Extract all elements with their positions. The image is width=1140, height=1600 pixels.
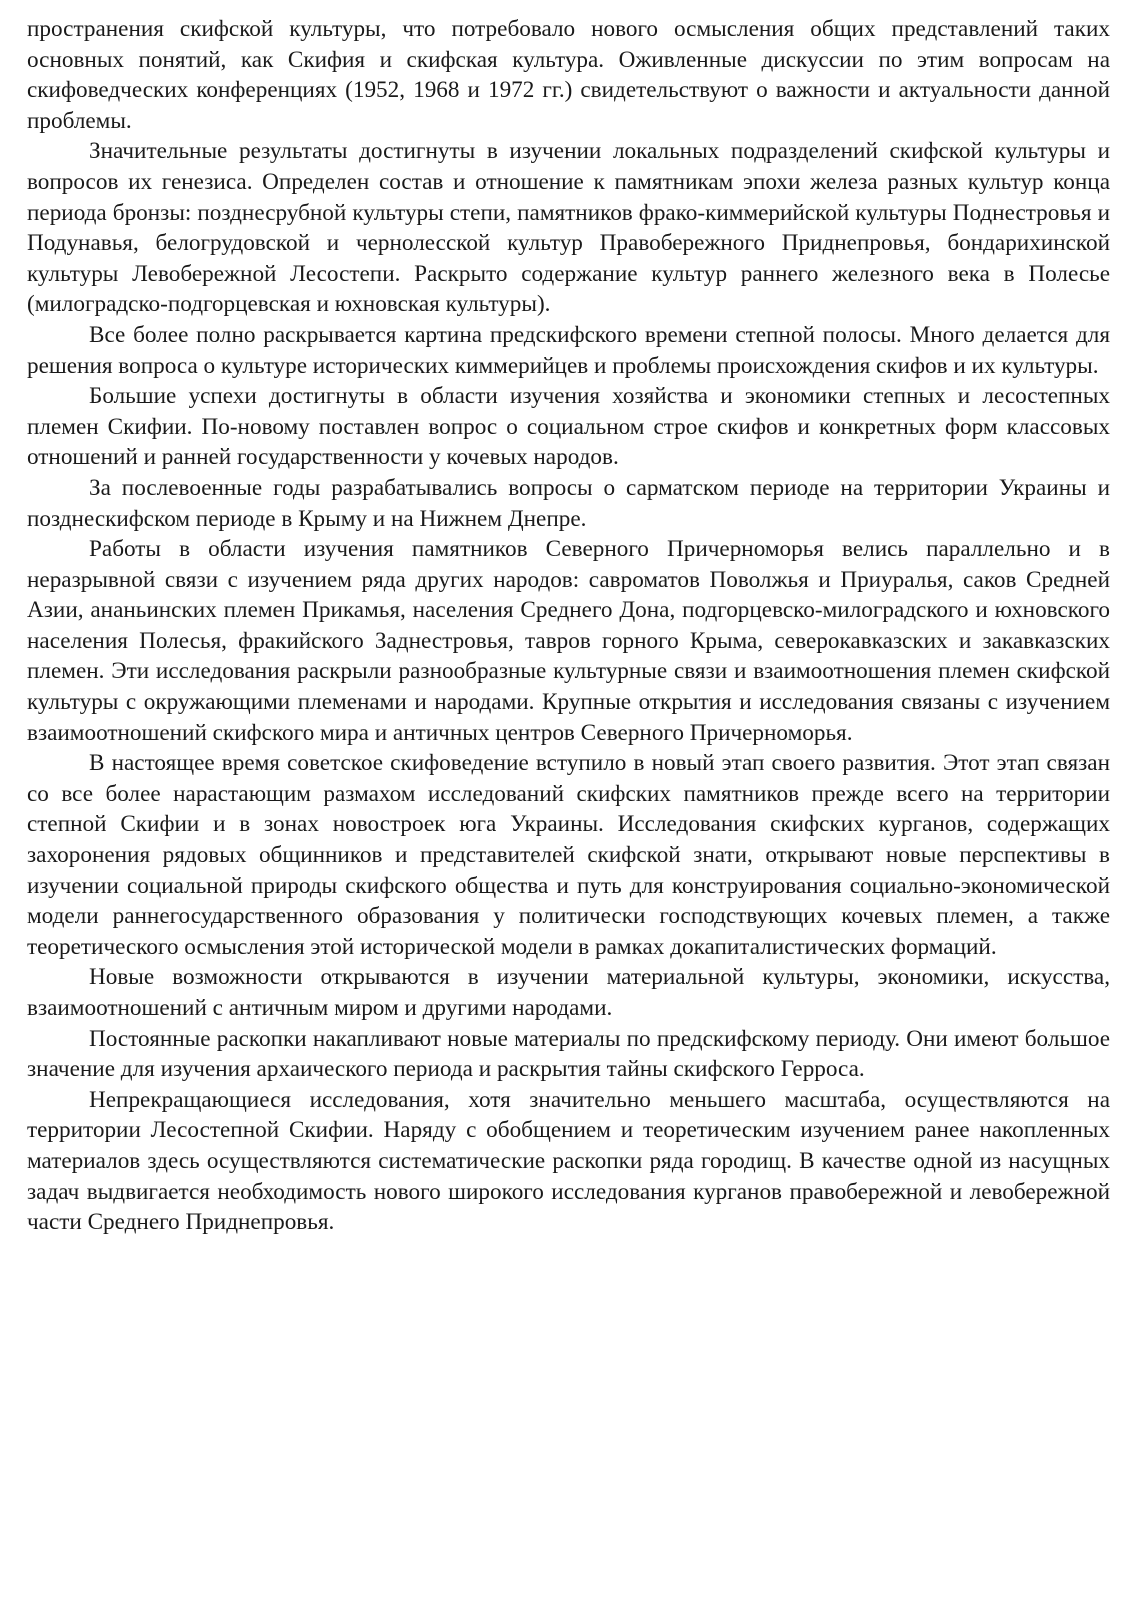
- paragraph-neighboring-peoples: Работы в области изучения памятников Северного Причерноморья велись параллельно и в неразрывной связи с изучением ряда других народов: савроматов Поволжья и Приуралья, саков Средней Азии, ананьинских племен Прикамья, населения Среднего Дона, подгорцевско-милоградского и юхновского населения Полесья, фракийского Заднестровья, тавров горного Крыма, северокавказских и закавказских племен. Эти исследования раскрыли разнообразные культурные связи и взаимоотношения племен скифской культуры с окружающими племенами и народами. Крупные открытия и исследования связаны с изучением взаимоотношений скифского мира и античных центров Северного Причерноморья.: [27, 536, 1110, 746]
- paragraph-sarmatian-period: За послевоенные годы разрабатывались вопросы о сарматском периоде на территории Украины и позднескифском периоде в Крыму и на Нижнем Днепре.: [27, 474, 1110, 532]
- paragraph-new-opportunities: Новые возможности открываются в изучении материальной культуры, экономики, искусства, взаимоотношений с античным миром и другими народами.: [27, 964, 1110, 1021]
- paragraph-new-stage: В настоящее время советское скифоведение вступило в новый этап своего развития. Этот этап связан со все более нарастающим размахом исследований скифских памятников прежде всего на территории степной Скифии и в зонах новостроек юга Украины. Исследования скифских курганов, содержащих захоронения рядовых общинников и представителей скифской знати, открывают новые перспективы в изучении социальной природы скифского общества и путь для конструирования социально-экономической модели раннегосударственного образования у политически господствующих кочевых племен, а также теоретического осмысления этой исторической модели в рамках докапиталистических формаций.: [27, 750, 1110, 960]
- paragraph-prescythian-time: Все более полно раскрывается картина предскифского времени степной полосы. Много делается для решения вопроса о культуре исторических киммерийцев и проблемы происхождения скифов и их культуры.: [27, 321, 1110, 379]
- paragraph-forest-steppe: Непрекращающиеся исследования, хотя значительно меньшего масштаба, осуществляются на территории Лесостепной Скифии. Наряду с обобщением и теоретическим изучением ранее накопленных материалов здесь осуществляются систематические раскопки ряда городищ. В качестве одной из насущных задач выдвигается необходимость нового широкого исследования курганов правобережной и левобережной части Среднего Приднепровья.: [27, 1086, 1110, 1236]
- paragraph-economy: Большие успехи достигнуты в области изучения хозяйства и экономики степных и лесостепных племен Скифии. По-новому поставлен вопрос о социальном строе скифов и конкретных форм классовых отношений и ранней государственности у кочевых народов.: [27, 383, 1110, 471]
- paragraph-local-cultures: Значительные результаты достигнуты в изучении локальных подразделений скифской культуры и вопросов их генезиса. Определен состав и отношение к памятникам эпохи железа разных культур конца периода бронзы: позднесрубной культуры степи, памятников фрако-киммерийской культуры Поднестровья и Подунавья, белогрудовской и чернолесской культур Правобережного Приднепровья, бондарихинской культуры Левобережной Лесостепи. Раскрыто содержание культур раннего железного века в Полесье (милоградско-подгорцевская и юхновская культуры).: [27, 138, 1110, 318]
- paragraph-continuation: пространения скифской культуры, что потребовало нового осмысления общих представлений таких основных понятий, как Скифия и скифская культура. Оживленные дискуссии по этим вопросам на скифоведческих конференциях (1952, 1968 и 1972 гг.) свидетельствуют о важности и актуальности данной проблемы.: [27, 16, 1110, 134]
- paragraph-excavations: Постоянные раскопки накапливают новые материалы по предскифскому периоду. Они имеют большое значение для изучения архаического периода и раскрытия тайны скифского Герроса.: [27, 1025, 1110, 1083]
